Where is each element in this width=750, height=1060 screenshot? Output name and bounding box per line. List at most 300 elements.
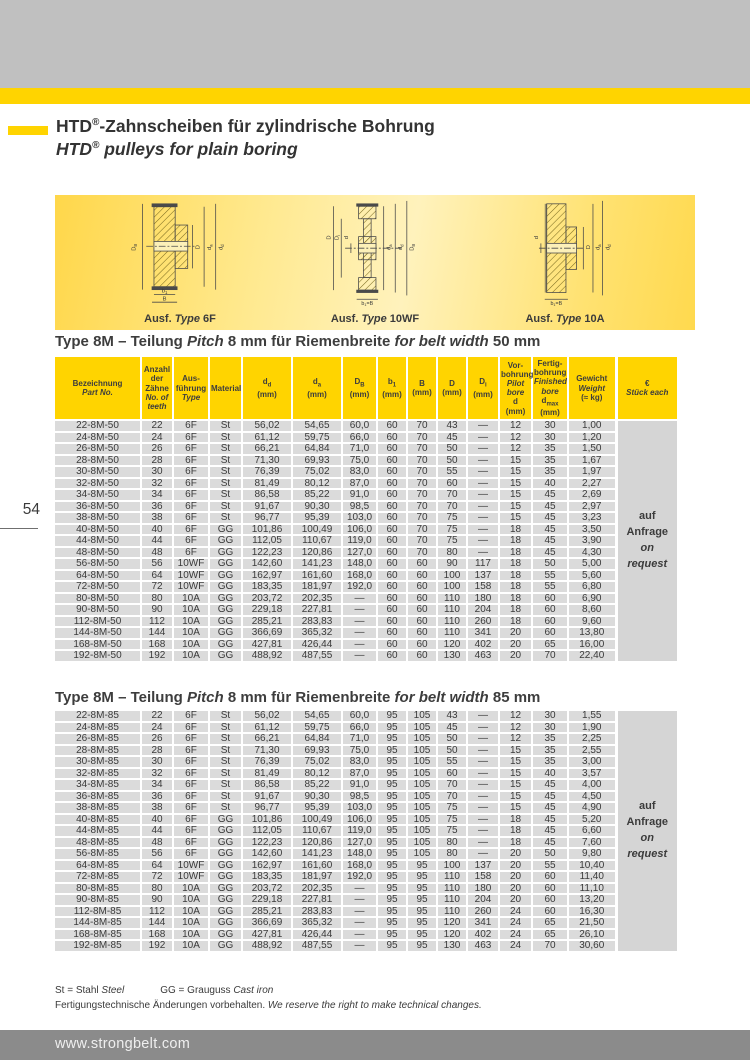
table-cell: 75	[437, 535, 467, 547]
table-cell: 36-8M-85	[55, 791, 141, 803]
svg-text:dd: $d_d$	[218, 244, 225, 251]
table-cell: 60	[377, 512, 407, 524]
svg-text:b1=B: $b_1=B$	[550, 301, 563, 307]
table-cell: St	[209, 489, 242, 501]
table-cell: 66,0	[342, 432, 377, 444]
table-cell: 15	[499, 745, 532, 757]
table-cell: 50	[437, 443, 467, 455]
table-cell: 10A	[173, 616, 209, 628]
table-cell: 227,81	[292, 604, 342, 616]
table-cell: 112,05	[242, 825, 292, 837]
price-on-request-cell: auf Anfrage on request	[616, 420, 678, 662]
table-row	[55, 535, 678, 547]
table-row	[55, 756, 678, 768]
table-cell: 6F	[173, 733, 209, 745]
table-cell: 100	[437, 581, 467, 593]
table-row	[55, 478, 678, 490]
table-cell: 72	[141, 581, 173, 593]
table-cell: 180	[467, 883, 499, 895]
table-cell: 1,20	[568, 432, 616, 444]
parts-table-belt-width-50	[55, 357, 679, 663]
table-cell: 10WF	[173, 558, 209, 570]
table-cell: 40-8M-50	[55, 524, 141, 536]
svg-text:D: D	[586, 245, 593, 250]
table-cell: 75	[437, 524, 467, 536]
table-cell: St	[209, 420, 242, 432]
table-cell: 28-8M-50	[55, 455, 141, 467]
pulley-cross-section-6f-icon	[115, 199, 245, 307]
table-cell: 45	[437, 722, 467, 734]
table-row	[55, 501, 678, 513]
table-cell: —	[467, 825, 499, 837]
table-cell: 4,00	[568, 779, 616, 791]
table-cell: 40-8M-85	[55, 814, 141, 826]
table-cell: 44-8M-50	[55, 535, 141, 547]
table-row	[55, 616, 678, 628]
table-cell: 95	[407, 894, 437, 906]
table-cell: 64	[141, 570, 173, 582]
table-cell: 95	[377, 883, 407, 895]
table-cell: 95,39	[292, 802, 342, 814]
table-cell: 229,18	[242, 894, 292, 906]
table-cell: 130	[437, 940, 467, 952]
col-header-DB: $D_B$ (mm)	[342, 357, 377, 420]
table-cell: 168,0	[342, 860, 377, 872]
table-cell: 10A	[173, 593, 209, 605]
table-cell: 90,30	[292, 791, 342, 803]
table-cell: 70	[532, 940, 568, 952]
table-cell: 38-8M-50	[55, 512, 141, 524]
table-cell: 35	[532, 756, 568, 768]
table-cell: 168-8M-85	[55, 929, 141, 941]
table-cell: 192-8M-85	[55, 940, 141, 952]
table-cell: St	[209, 512, 242, 524]
table-cell: 70	[532, 650, 568, 662]
svg-text:B: B	[162, 296, 167, 303]
table-cell: 9,80	[568, 848, 616, 860]
table-cell: 22-8M-85	[55, 711, 141, 722]
table-cell: 341	[467, 627, 499, 639]
table-cell: —	[342, 639, 377, 651]
table-cell: 70	[407, 420, 437, 432]
table-cell: 162,97	[242, 570, 292, 582]
table-row	[55, 814, 678, 826]
table-cell: 35	[532, 745, 568, 757]
table-cell: 1,00	[568, 420, 616, 432]
table-cell: 60	[377, 535, 407, 547]
table-cell: 141,23	[292, 848, 342, 860]
table-cell: 2,25	[568, 733, 616, 745]
table-cell: 24	[499, 929, 532, 941]
col-header-B: B (mm)	[407, 357, 437, 420]
table-cell: 144	[141, 627, 173, 639]
table-cell: 70	[407, 478, 437, 490]
col-header-finished-bore: Fertig-bohrung Finished bore $d_{max}$ (mm)	[532, 357, 568, 420]
table-cell: 365,32	[292, 917, 342, 929]
table-cell: 110	[437, 883, 467, 895]
table-cell: 32-8M-50	[55, 478, 141, 490]
table-cell: 60	[407, 593, 437, 605]
table-cell: 110	[437, 894, 467, 906]
table-body	[55, 420, 678, 662]
col-header-material: Material	[209, 357, 242, 420]
table-cell: 60	[377, 466, 407, 478]
table-cell: 95	[377, 837, 407, 849]
table-cell: 81,49	[242, 478, 292, 490]
table-cell: 1,97	[568, 466, 616, 478]
table-row	[55, 593, 678, 605]
table-cell: 60	[407, 604, 437, 616]
table-cell: 60	[377, 639, 407, 651]
table-cell: 56	[141, 558, 173, 570]
table-cell: 45	[532, 501, 568, 513]
table-cell: 95	[377, 756, 407, 768]
table-cell: 181,97	[292, 871, 342, 883]
table-cell: 105	[407, 848, 437, 860]
table-cell: 60	[377, 604, 407, 616]
table-cell: 202,35	[292, 883, 342, 895]
table-cell: 60	[377, 627, 407, 639]
table-cell: 15	[499, 455, 532, 467]
table-cell: —	[467, 848, 499, 860]
table-cell: 45	[437, 432, 467, 444]
table-row	[55, 791, 678, 803]
table-cell: 2,97	[568, 501, 616, 513]
table-cell: GG	[209, 894, 242, 906]
table-cell: 229,18	[242, 604, 292, 616]
table-cell: 101,86	[242, 814, 292, 826]
table-cell: 22	[141, 420, 173, 432]
table-cell: 60	[407, 650, 437, 662]
table-cell: 366,69	[242, 917, 292, 929]
svg-text:D: D	[326, 235, 333, 240]
drawing-caption-6f: Ausf. Type 6F	[144, 313, 216, 325]
table-cell: 95	[377, 929, 407, 941]
table-cell: 6F	[173, 432, 209, 444]
table-cell: 24	[141, 722, 173, 734]
table-cell: GG	[209, 558, 242, 570]
bottom-bar	[0, 1030, 750, 1060]
table-cell: 26-8M-85	[55, 733, 141, 745]
table-cell: 65	[532, 929, 568, 941]
table-cell: St	[209, 779, 242, 791]
table-cell: 61,12	[242, 432, 292, 444]
table-cell: 1,67	[568, 455, 616, 467]
pulley-drawing-6f	[105, 199, 255, 325]
table-cell: —	[467, 443, 499, 455]
table-cell: 148,0	[342, 848, 377, 860]
table-cell: 366,69	[242, 627, 292, 639]
table-cell: 105	[407, 733, 437, 745]
table-cell: 72-8M-85	[55, 871, 141, 883]
table-cell: 60	[377, 558, 407, 570]
table-cell: —	[467, 420, 499, 432]
table-cell: 95	[377, 917, 407, 929]
table-cell: 3,00	[568, 756, 616, 768]
table-cell: 20	[499, 871, 532, 883]
table-cell: 487,55	[292, 940, 342, 952]
table-cell: 64,84	[292, 733, 342, 745]
table-cell: 192	[141, 940, 173, 952]
table-cell: 95	[407, 871, 437, 883]
table-cell: 144	[141, 917, 173, 929]
table-cell: 36-8M-50	[55, 501, 141, 513]
table-cell: 18	[499, 604, 532, 616]
col-header-teeth: Anzahl der Zähne No. of teeth	[141, 357, 173, 420]
table-cell: 48-8M-85	[55, 837, 141, 849]
table-cell: 20	[499, 894, 532, 906]
table-cell: 192,0	[342, 581, 377, 593]
table-cell: GG	[209, 524, 242, 536]
table-cell: 168,0	[342, 570, 377, 582]
table-cell: 70	[407, 512, 437, 524]
table-cell: 110	[437, 906, 467, 918]
table-cell: 24-8M-85	[55, 722, 141, 734]
table-body	[55, 711, 678, 952]
table-cell: 55	[532, 570, 568, 582]
table-cell: St	[209, 501, 242, 513]
table-cell: 56,02	[242, 711, 292, 722]
table-cell: St	[209, 802, 242, 814]
table-cell: 20	[499, 650, 532, 662]
table-cell: 10A	[173, 906, 209, 918]
table-cell: 20	[499, 639, 532, 651]
svg-text:Di: $D_i$	[334, 235, 341, 241]
table-cell: 38-8M-85	[55, 802, 141, 814]
table-cell: 463	[467, 650, 499, 662]
table-cell: 60	[407, 639, 437, 651]
table-cell: 60	[377, 501, 407, 513]
accent-bar	[0, 88, 750, 104]
table-cell: 70	[407, 547, 437, 559]
table-cell: GG	[209, 639, 242, 651]
table-row	[55, 420, 678, 432]
table-cell: 24	[499, 940, 532, 952]
table-cell: 80,12	[292, 478, 342, 490]
table-cell: St	[209, 791, 242, 803]
table-cell: —	[342, 604, 377, 616]
table-row	[55, 883, 678, 895]
table-cell: 60	[377, 478, 407, 490]
table-cell: —	[467, 535, 499, 547]
table-cell: 60	[377, 570, 407, 582]
table-cell: 60	[407, 616, 437, 628]
table-cell: 95	[377, 791, 407, 803]
table-cell: 40	[141, 524, 173, 536]
table-cell: 110	[437, 871, 467, 883]
table-cell: 56,02	[242, 420, 292, 432]
table-cell: 91,67	[242, 501, 292, 513]
table-cell: 426,44	[292, 639, 342, 651]
table-cell: 20	[499, 860, 532, 872]
table-cell: 18	[499, 535, 532, 547]
table-cell: 30	[532, 722, 568, 734]
table-row	[55, 871, 678, 883]
table-cell: 80	[141, 593, 173, 605]
table-row	[55, 802, 678, 814]
table-cell: 65	[532, 917, 568, 929]
table-cell: 12	[499, 722, 532, 734]
table-cell: 122,23	[242, 547, 292, 559]
table-cell: 85,22	[292, 779, 342, 791]
table-cell: 6F	[173, 711, 209, 722]
table-cell: 66,0	[342, 722, 377, 734]
table-cell: 142,60	[242, 848, 292, 860]
table-cell: 95	[377, 768, 407, 780]
table-cell: 45	[532, 535, 568, 547]
table-cell: 402	[467, 639, 499, 651]
table-row	[55, 745, 678, 757]
table-cell: 60	[532, 871, 568, 883]
table-cell: 35	[532, 455, 568, 467]
table-cell: 6,90	[568, 593, 616, 605]
table-cell: GG	[209, 627, 242, 639]
table-row	[55, 512, 678, 524]
table-cell: 283,83	[292, 616, 342, 628]
table-cell: 71,30	[242, 455, 292, 467]
page-title	[56, 115, 435, 161]
table-cell: 60	[377, 432, 407, 444]
table-cell: 85,22	[292, 489, 342, 501]
table-cell: 148,0	[342, 558, 377, 570]
table-cell: 65	[532, 639, 568, 651]
table-cell: 203,72	[242, 883, 292, 895]
section-title-belt-width-85: Type 8M – Teilung Pitch 8 mm für Riemenbreite for belt width 85 mm	[55, 689, 541, 706]
table-cell: 83,0	[342, 756, 377, 768]
table-cell: 110	[437, 616, 467, 628]
table-cell: 5,00	[568, 558, 616, 570]
table-cell: St	[209, 722, 242, 734]
table-cell: 75	[437, 814, 467, 826]
table-cell: 95	[377, 779, 407, 791]
table-cell: 34	[141, 489, 173, 501]
table-cell: 44-8M-85	[55, 825, 141, 837]
table-cell: 30	[141, 466, 173, 478]
table-cell: 10A	[173, 639, 209, 651]
table-cell: 60,0	[342, 711, 377, 722]
table-cell: 45	[532, 512, 568, 524]
table-cell: 162,97	[242, 860, 292, 872]
table-cell: 28	[141, 745, 173, 757]
table-cell: 120	[437, 917, 467, 929]
table-cell: 80	[437, 848, 467, 860]
table-cell: 15	[499, 501, 532, 513]
table-cell: 64	[141, 860, 173, 872]
table-cell: 45	[532, 837, 568, 849]
table-cell: 18	[499, 558, 532, 570]
table-cell: 60	[532, 604, 568, 616]
svg-text:D: D	[195, 245, 202, 250]
table-cell: 6F	[173, 802, 209, 814]
table-cell: 158	[467, 871, 499, 883]
table-cell: —	[342, 929, 377, 941]
table-cell: 106,0	[342, 814, 377, 826]
table-cell: St	[209, 768, 242, 780]
table-cell: 110	[437, 627, 467, 639]
col-header-pilot-bore: Vor-bohrung Pilot bore d (mm)	[499, 357, 532, 420]
table-cell: 60	[437, 478, 467, 490]
table-cell: 6F	[173, 825, 209, 837]
table-cell: 64,84	[292, 443, 342, 455]
table-cell: 80	[437, 837, 467, 849]
table-cell: 120	[437, 929, 467, 941]
table-cell: 50	[437, 733, 467, 745]
table-cell: 70	[407, 466, 437, 478]
table-cell: —	[467, 711, 499, 722]
col-header-D: D (mm)	[437, 357, 467, 420]
table-row	[55, 627, 678, 639]
table-cell: 112	[141, 616, 173, 628]
table-cell: 60	[532, 627, 568, 639]
table-cell: 110	[437, 593, 467, 605]
table-cell: 75	[437, 825, 467, 837]
table-cell: 60	[532, 906, 568, 918]
table-cell: 95	[377, 906, 407, 918]
table-cell: GG	[209, 848, 242, 860]
table-cell: 105	[407, 711, 437, 722]
table-cell: 75,0	[342, 745, 377, 757]
table-cell: 426,44	[292, 929, 342, 941]
table-cell: 18	[499, 570, 532, 582]
table-cell: 10WF	[173, 871, 209, 883]
table-cell: 13,20	[568, 894, 616, 906]
table-cell: GG	[209, 604, 242, 616]
table-cell: 95	[377, 894, 407, 906]
table-cell: 22	[141, 711, 173, 722]
svg-text:d: d	[344, 235, 350, 240]
table-cell: 9,60	[568, 616, 616, 628]
table-row	[55, 940, 678, 952]
table-cell: 12	[499, 711, 532, 722]
table-cell: 45	[532, 489, 568, 501]
table-cell: 105	[407, 779, 437, 791]
table-cell: 105	[407, 745, 437, 757]
website-link[interactable]: www.strongbelt.com	[55, 1036, 191, 1052]
table-cell: 75,02	[292, 756, 342, 768]
table-cell: 30,60	[568, 940, 616, 952]
table-cell: 13,80	[568, 627, 616, 639]
table-row	[55, 825, 678, 837]
table-cell: 55	[532, 860, 568, 872]
table-cell: 204	[467, 604, 499, 616]
table-cell: 60	[407, 581, 437, 593]
svg-text:d: d	[534, 235, 540, 240]
table-cell: 260	[467, 616, 499, 628]
table-cell: 105	[407, 837, 437, 849]
table-cell: —	[467, 489, 499, 501]
table-cell: 32	[141, 768, 173, 780]
table-cell: 202,35	[292, 593, 342, 605]
table-cell: 95	[377, 940, 407, 952]
table-row	[55, 455, 678, 467]
table-cell: 95	[377, 711, 407, 722]
table-cell: GG	[209, 929, 242, 941]
table-cell: —	[467, 814, 499, 826]
table-cell: —	[467, 722, 499, 734]
table-cell: 7,60	[568, 837, 616, 849]
table-cell: GG	[209, 814, 242, 826]
table-cell: 1,90	[568, 722, 616, 734]
table-cell: 1,55	[568, 711, 616, 722]
table-cell: 12	[499, 420, 532, 432]
table-cell: 141,23	[292, 558, 342, 570]
table-cell: GG	[209, 547, 242, 559]
table-cell: 112-8M-50	[55, 616, 141, 628]
table-cell: 95	[377, 733, 407, 745]
table-cell: 22-8M-50	[55, 420, 141, 432]
table-cell: 1,50	[568, 443, 616, 455]
table-cell: 45	[532, 524, 568, 536]
